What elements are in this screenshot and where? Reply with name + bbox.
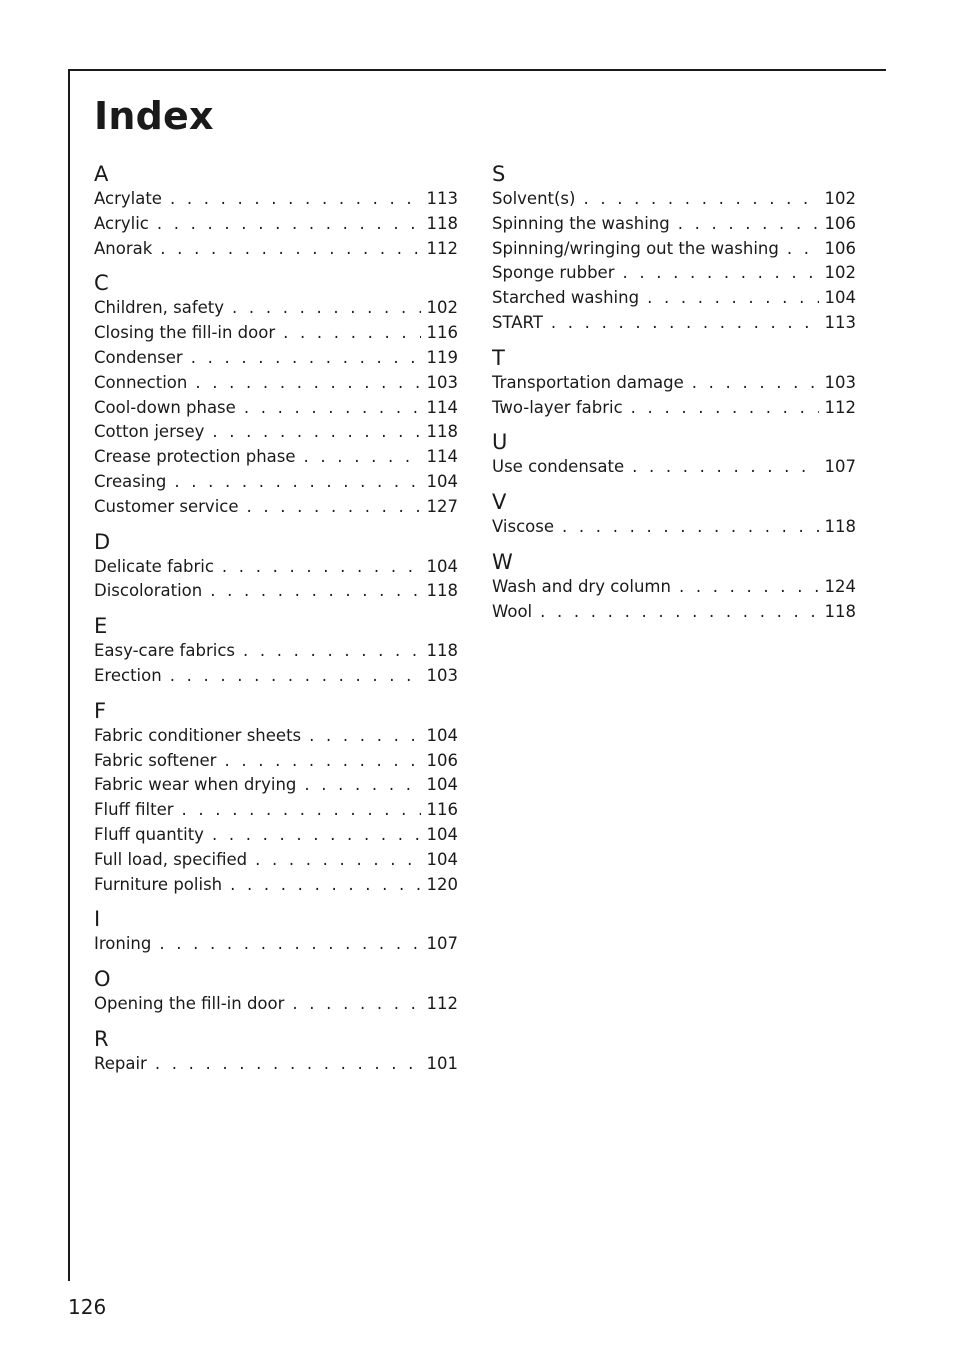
entry-term: Crease protection phase [94, 447, 296, 467]
section-letter: S [492, 162, 506, 186]
index-entry [492, 455, 856, 480]
entry-term: Closing the fill-in door [94, 323, 276, 343]
index-entry [94, 639, 458, 664]
index-entry [94, 749, 458, 774]
entry-term: Viscose [492, 517, 555, 537]
index-section [94, 529, 458, 605]
dot-leader [224, 749, 420, 774]
entry-term: Fluff quantity [94, 824, 204, 844]
index-entry [94, 555, 458, 580]
index-section [94, 966, 458, 1017]
section-letter: T [492, 345, 505, 370]
entry-term: Creasing [94, 471, 167, 491]
entry-page: 104 [426, 556, 458, 576]
index-entry [492, 371, 856, 396]
index-entry [94, 664, 458, 689]
entry-page: 118 [426, 422, 458, 442]
dot-leader [191, 346, 421, 371]
dot-leader [551, 311, 819, 336]
index-entry [94, 873, 458, 898]
entry-page: 112 [426, 994, 458, 1014]
entry-page: 101 [426, 1053, 458, 1073]
dot-leader [243, 639, 421, 664]
index-entry [94, 724, 458, 749]
entry-page: 120 [426, 874, 458, 894]
entry-page: 106 [824, 213, 856, 233]
dot-leader [283, 321, 420, 346]
index-entry [94, 773, 458, 798]
entry-term: Two-layer fabric [492, 397, 623, 417]
entry-page: 112 [824, 397, 856, 417]
dot-leader [210, 579, 420, 604]
entry-term: Opening the fill-in door [94, 994, 285, 1014]
entry-term: Starched washing [492, 288, 640, 308]
index-entry [94, 296, 458, 321]
section-letter: U [492, 430, 508, 455]
section-letter: D [94, 529, 111, 554]
section-letter: W [492, 549, 513, 574]
index-entry [492, 261, 856, 286]
index-entry [94, 798, 458, 823]
entry-page: 106 [824, 238, 856, 258]
section-letter: R [94, 1026, 109, 1051]
entry-term: Solvent(s) [492, 189, 576, 208]
entry-page: 102 [824, 189, 856, 208]
index-entry [94, 445, 458, 470]
entry-page: 104 [426, 725, 458, 745]
entry-term: Children, safety [94, 298, 225, 318]
index-section [492, 161, 856, 336]
dot-leader [255, 848, 420, 873]
section-letter: V [492, 490, 507, 515]
entry-page: 102 [426, 298, 458, 318]
entry-page: 104 [426, 824, 458, 844]
entry-term: Repair [94, 1053, 147, 1073]
index-entry [492, 311, 856, 336]
entry-term: Acrylic [94, 213, 149, 233]
index-section [492, 429, 856, 480]
index-entry [94, 932, 458, 957]
entry-term: Erection [94, 665, 162, 685]
dot-leader [679, 575, 819, 600]
entry-page: 104 [426, 849, 458, 869]
entry-page: 118 [824, 601, 856, 621]
entry-page: 107 [824, 457, 856, 477]
entry-term: Fabric wear when drying [94, 775, 297, 795]
index-section [94, 1026, 458, 1077]
entry-page: 127 [426, 496, 458, 516]
dot-leader [540, 600, 818, 625]
index-section [492, 549, 856, 625]
index-section [94, 613, 458, 689]
dot-leader [787, 237, 819, 262]
dot-leader [632, 455, 818, 480]
section-letter: A [94, 162, 109, 186]
entry-term: Furniture polish [94, 874, 223, 894]
dot-leader [631, 396, 819, 421]
entry-term: Spinning/wringing out the washing [492, 238, 779, 258]
entry-term: Fluff filter [94, 800, 174, 820]
entry-term: Discoloration [94, 581, 203, 601]
entry-term: Delicate fabric [94, 556, 214, 576]
entry-page: 104 [426, 471, 458, 491]
entry-page: 112 [426, 238, 458, 258]
index-entry [94, 992, 458, 1017]
index-section [492, 489, 856, 540]
dot-leader [623, 261, 819, 286]
entry-term: Use condensate [492, 457, 625, 477]
index-column-left [94, 161, 458, 1077]
page-title: Index [94, 94, 214, 138]
entry-term: Spinning the washing [492, 213, 670, 233]
entry-page: 118 [426, 581, 458, 601]
index-entry [492, 212, 856, 237]
dot-leader [304, 773, 420, 798]
entry-page: 118 [426, 213, 458, 233]
index-entry [492, 286, 856, 311]
index-column-right [492, 161, 856, 625]
index-entry [492, 600, 856, 625]
entry-page: 116 [426, 323, 458, 343]
index-entry [94, 396, 458, 421]
index-entry [94, 420, 458, 445]
index-entry [492, 396, 856, 421]
index-entry [94, 848, 458, 873]
index-entry [94, 579, 458, 604]
index-entry [94, 237, 458, 262]
dot-leader [222, 555, 421, 580]
entry-page: 118 [426, 641, 458, 661]
dot-leader [692, 371, 819, 396]
dot-leader [174, 470, 420, 495]
section-letter: C [94, 271, 109, 296]
section-letter: F [94, 698, 107, 723]
entry-page: 104 [426, 775, 458, 795]
entry-term: Customer service [94, 496, 239, 516]
index-section [94, 270, 458, 519]
entry-term: Easy-care fabrics [94, 641, 235, 661]
index-entry [94, 495, 458, 520]
entry-page: 103 [426, 665, 458, 685]
section-letter: I [94, 907, 101, 932]
dot-leader [230, 873, 420, 898]
index-section [94, 698, 458, 898]
entry-term: Fabric softener [94, 750, 217, 770]
index-entry [94, 212, 458, 237]
section-letter: O [94, 967, 111, 992]
dot-leader [247, 495, 421, 520]
dot-leader [678, 212, 819, 237]
dot-leader [232, 296, 420, 321]
entry-term: Condenser [94, 347, 183, 367]
index-entry [94, 346, 458, 371]
entry-page: 114 [426, 397, 458, 417]
entry-page: 106 [426, 750, 458, 770]
dot-leader [195, 371, 420, 396]
index-entry [94, 187, 458, 212]
entry-term: Cool-down phase [94, 397, 236, 417]
top-rule [68, 69, 886, 71]
entry-page: 103 [824, 372, 856, 392]
entry-term: START [492, 312, 543, 332]
index-entry [492, 237, 856, 262]
dot-leader [170, 664, 421, 689]
dot-leader [562, 515, 818, 540]
dot-leader [157, 212, 421, 237]
dot-leader [292, 992, 420, 1017]
dot-leader [309, 724, 420, 749]
left-rule [68, 69, 70, 1281]
dot-leader [212, 823, 421, 848]
dot-leader [159, 932, 420, 957]
dot-leader [170, 187, 421, 212]
page-number: 126 [68, 1295, 107, 1319]
entry-term: Full load, specified [94, 849, 248, 869]
section-letter: E [94, 614, 108, 639]
entry-term: Sponge rubber [492, 263, 615, 283]
index-entry [94, 1052, 458, 1077]
entry-term: Wool [492, 601, 533, 621]
entry-page: 119 [426, 347, 458, 367]
entry-page: 102 [824, 263, 856, 283]
entry-term: Cotton jersey [94, 422, 205, 442]
entry-term: Acrylate [94, 189, 162, 208]
entry-term: Connection [94, 372, 188, 392]
entry-page: 114 [426, 447, 458, 467]
entry-page: 124 [824, 576, 856, 596]
dot-leader [647, 286, 818, 311]
dot-leader [182, 798, 421, 823]
dot-leader [212, 420, 420, 445]
dot-leader [155, 1052, 421, 1077]
entry-term: Transportation damage [492, 372, 684, 392]
dot-leader [244, 396, 421, 421]
entry-term: Wash and dry column [492, 576, 671, 596]
entry-page: 104 [824, 288, 856, 308]
entry-page: 118 [824, 517, 856, 537]
entry-term: Anorak [94, 238, 153, 258]
entry-page: 103 [426, 372, 458, 392]
entry-page: 107 [426, 934, 458, 954]
dot-leader [160, 237, 420, 262]
index-entry [492, 575, 856, 600]
dot-leader [304, 445, 421, 470]
index-section [492, 345, 856, 421]
index-section [94, 161, 458, 261]
entry-page: 113 [824, 312, 856, 332]
index-entry [94, 321, 458, 346]
entry-page: 116 [426, 800, 458, 820]
entry-term: Ironing [94, 934, 152, 954]
entry-page: 113 [426, 189, 458, 208]
index-entry [492, 515, 856, 540]
entry-term: Fabric conditioner sheets [94, 725, 302, 745]
index-entry [94, 823, 458, 848]
dot-leader [583, 187, 818, 212]
index-section [94, 906, 458, 957]
index-entry [492, 187, 856, 212]
index-entry [94, 470, 458, 495]
index-entry [94, 371, 458, 396]
